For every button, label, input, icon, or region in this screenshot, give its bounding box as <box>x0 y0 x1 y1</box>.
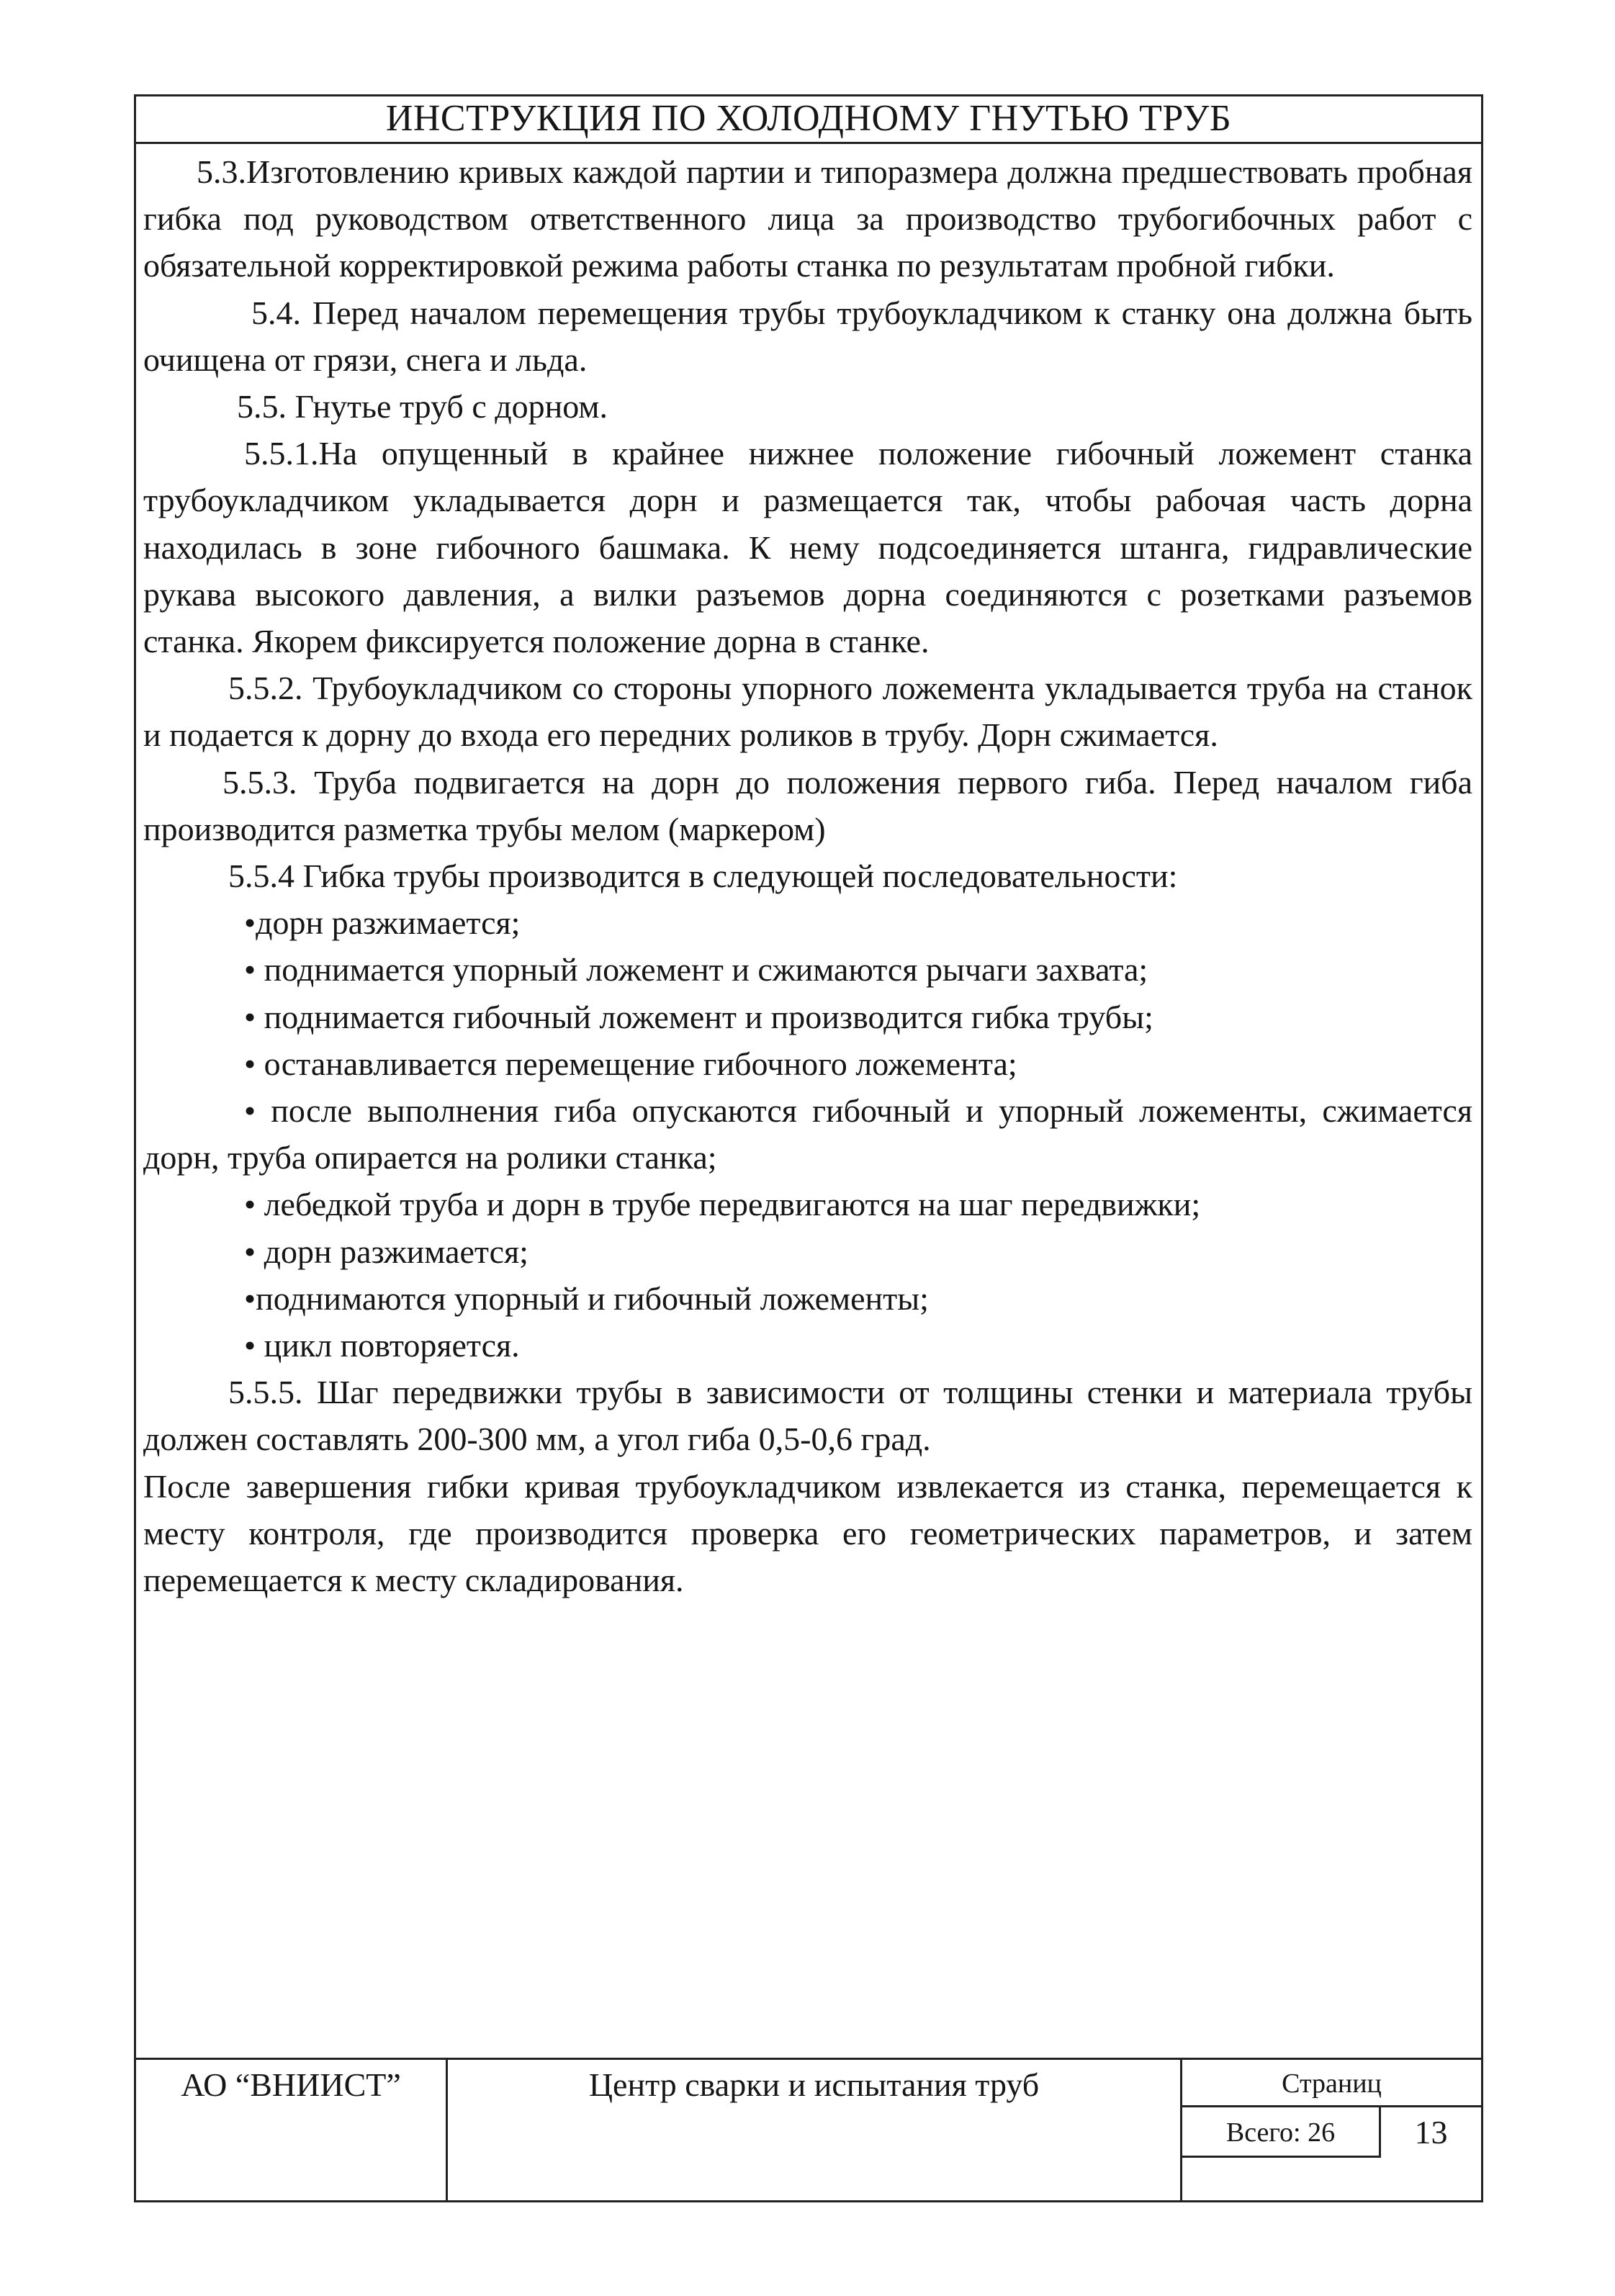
list-item: • после выполнения гиба опускаются гибочный и упорный ложементы, сжимается дорн, труба опирается на ролики станка; <box>143 1092 1472 1176</box>
list-item: • поднимается гибочный ложемент и производится гибка трубы; <box>244 998 1153 1035</box>
document-body <box>143 148 1472 1603</box>
document-frame <box>134 94 1483 2202</box>
list-item: • поднимается упорный ложемент и сжимаются рычаги захвата; <box>244 951 1148 989</box>
list-item: •дорн разжимается; <box>244 904 521 942</box>
paragraph-5-3: 5.3.Изготовлению кривых каждой партии и типоразмера должна предшествовать пробная гибка под руководством ответственного лица за производство трубогибочных работ с обязательной корректировкой режима работы станка по результатам пробной гибки. <box>143 153 1472 284</box>
list-item: • дорн разжимается; <box>244 1233 528 1270</box>
footer-table <box>136 2058 1481 2200</box>
total-pages: Всего: 26 <box>1182 2107 1381 2158</box>
list-item: • останавливается перемещение гибочного ложемента; <box>244 1045 1017 1082</box>
pages-label: Страниц <box>1182 2060 1481 2107</box>
paragraph-5-5-3: 5.5.3. Труба подвигается на дорн до положения первого гиба. Перед началом гиба производится разметка трубы мелом (маркером) <box>143 763 1472 847</box>
paragraph-5-5-5: 5.5.5. Шаг передвижки трубы в зависимости от толщины стенки и материала трубы должен составлять 200-300 мм, а угол гиба 0,5-0,6 град. <box>143 1374 1472 1458</box>
paragraph-5-5-2: 5.5.2. Трубоукладчиком со стороны упорного ложемента укладывается труба на станок и подается к дорну до входа его передних роликов в трубу. Дорн сжимается. <box>143 670 1472 754</box>
document-title: ИНСТРУКЦИЯ ПО ХОЛОДНОМУ ГНУТЬЮ ТРУБ <box>136 96 1481 144</box>
list-item: • цикл повторяется. <box>244 1327 520 1364</box>
page-number: 13 <box>1414 2114 1448 2151</box>
paragraph-after: После завершения гибки кривая трубоукладчиком извлекается из станка, перемещается к месту контроля, где производится проверка его геометрических параметров, и затем перемещается к месту складирования. <box>143 1467 1472 1599</box>
list-item: •поднимаются упорный и гибочный ложементы; <box>244 1279 929 1317</box>
paragraph-5-5-1: 5.5.1.На опущенный в крайнее нижнее положение гибочный ложемент станка трубоукладчиком укладывается дорн и размещается так, чтобы рабочая часть дорна находилась в зоне гибочного башмака. К нему подсоединяется штанга, гидравлические рукава высокого давления, а вилки разъемов дорна соединяются с розетками разъемов станка. Якорем фиксируется положение дорна в станке. <box>143 435 1472 660</box>
organization-name: АО “ВНИИСТ” <box>181 2066 401 2103</box>
paragraph-5-4: 5.4. Перед началом перемещения трубы трубоукладчиком к станку она должна быть очищена от грязи, снега и льда. <box>143 294 1472 378</box>
list-item: • лебедкой труба и дорн в трубе передвигаются на шаг передвижки; <box>244 1186 1201 1223</box>
paragraph-5-5-4: 5.5.4 Гибка трубы производится в следующей последовательности: <box>228 857 1178 895</box>
department-name: Центр сварки и испытания труб <box>588 2066 1040 2103</box>
paragraph-5-5: 5.5. Гнутье труб с дорном. <box>237 388 608 426</box>
